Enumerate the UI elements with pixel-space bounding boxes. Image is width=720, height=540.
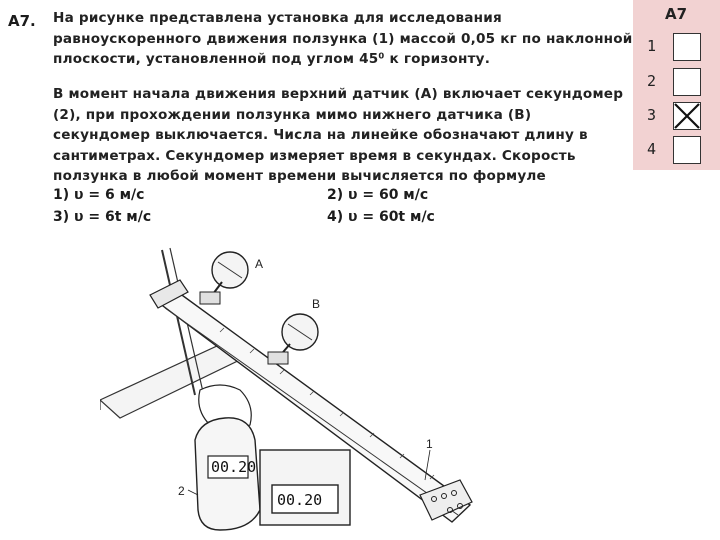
answer-checkbox-1[interactable] [673,33,701,61]
option-2-text: υ = 60 м/с [348,187,429,203]
answer-panel-title: А7 [665,5,688,23]
question-paragraph-1: На рисунке представлена установка для исследования равноускоренного движения ползунка (1) массой 0,05 кг по наклонной плоскости, установленной под углом 45⁰ к горизонту. [53,10,633,67]
answer-panel [633,0,720,170]
answer-checkbox-2[interactable] [673,68,701,96]
option-1-text: υ = 6 м/с [74,187,145,203]
answer-checkbox-3[interactable] [673,102,701,130]
question-number: А7. [8,12,36,30]
answer-choice-1-label: 1 [647,37,657,55]
option-3-num: 3) [53,209,70,225]
option-4-num: 4) [327,209,344,225]
answer-checkbox-4[interactable] [673,136,701,164]
option-2-num: 2) [327,187,344,203]
question-paragraph-2: В момент начала движения верхний датчик (А) включает секундомер (2), при прохождении ползунка мимо нижнего датчика (В) секундомер выключается. Числа на линейке обозначают длину в сантиметрах. Секундомер измеряет время в секундах. Скорость ползунка в любой момент времени вычисляется по формуле [53,86,624,184]
answer-choice-2[interactable] [643,68,713,98]
answer-choice-1[interactable] [643,33,713,63]
option-2 [327,187,428,203]
sensor-a-label: A [255,257,264,271]
slider-label: 1 [426,437,433,451]
option-3-text: υ = 6t м/с [74,209,152,225]
checkmark-cross-icon [674,103,700,129]
option-1 [53,187,144,203]
sensor-b [268,314,318,364]
answer-choice-3-label: 3 [647,106,657,124]
hand-with-stopwatch [195,385,260,530]
answer-choice-2-label: 2 [647,72,657,90]
option-1-num: 1) [53,187,70,203]
answer-choice-3[interactable] [643,102,713,132]
stopwatch-label: 2 [178,484,185,498]
option-4 [327,209,435,225]
option-4-text: υ = 60t м/с [348,209,435,225]
stopwatch-reading: 00.20 [211,458,257,476]
stopwatch-display-enlarged [260,450,350,525]
sensor-b-label: B [312,297,321,311]
answer-choice-4[interactable] [643,136,713,166]
option-3 [53,209,151,225]
sensor-a [200,252,248,304]
enlarged-display-reading: 00.20 [277,491,323,509]
answer-choice-4-label: 4 [647,140,657,158]
experiment-figure [100,240,480,538]
